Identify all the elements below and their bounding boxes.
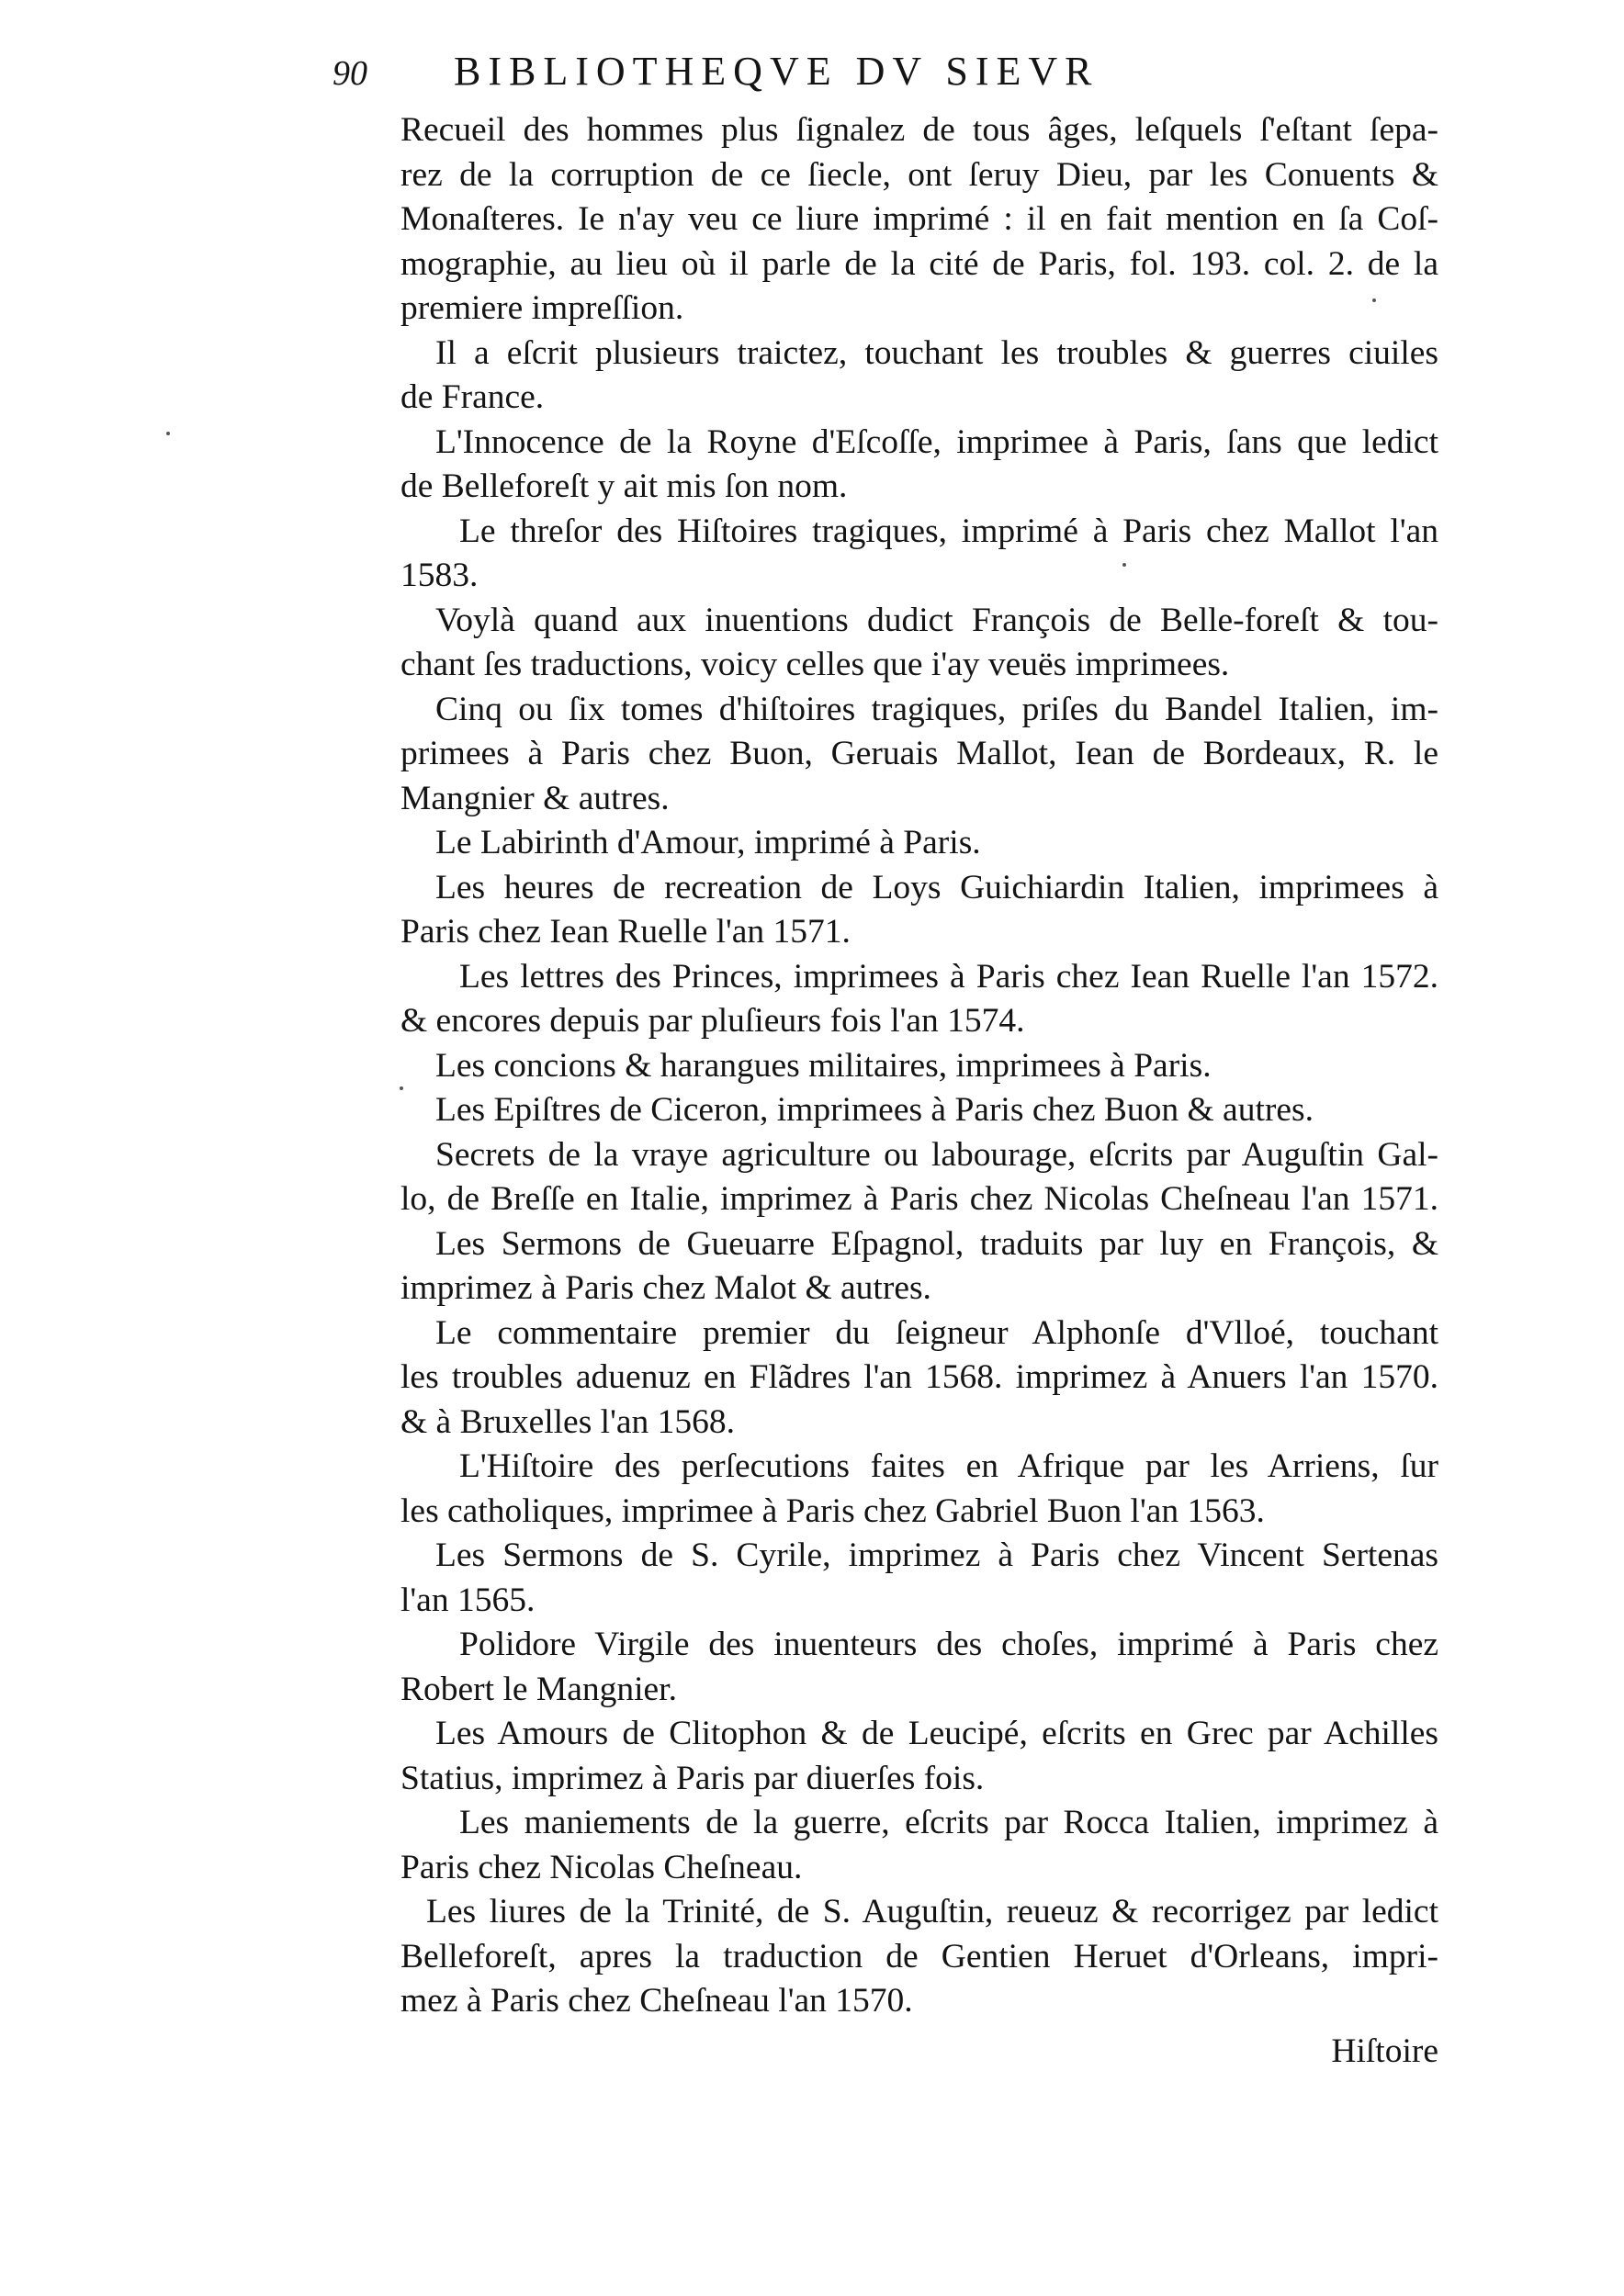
text-line: Les Sermons de S. Cyrile, imprimez à Paris chez Vincent Sertenas bbox=[435, 1536, 1438, 1574]
text-line: Le threſor des Hiſtoires tragiques, imprimé à Paris chez Mallot l'an bbox=[459, 512, 1438, 550]
ink-speck bbox=[1122, 563, 1126, 567]
text-line: Recueil des hommes plus ſignalez de tous âges, leſquels ſ'eſtant ſepa- bbox=[400, 111, 1438, 149]
text-line: Les Sermons de Gueuarre Eſpagnol, traduits par luy en François, & bbox=[435, 1224, 1438, 1263]
running-title: BIBLIOTHEQVE DV SIEVR bbox=[454, 49, 1100, 94]
text-line: les troubles aduenuz en Flãdres l'an 1568. imprimez à Anuers l'an 1570. bbox=[400, 1358, 1438, 1396]
catchword: Hiſtoire bbox=[1331, 2032, 1438, 2070]
ink-speck bbox=[166, 432, 170, 435]
text-line: Secrets de la vraye agriculture ou labourage, eſcrits par Auguſtin Gal- bbox=[435, 1135, 1438, 1174]
text-line: Paris chez Nicolas Cheſneau. bbox=[400, 1848, 803, 1886]
text-line: mez à Paris chez Cheſneau l'an 1570. bbox=[400, 1982, 913, 2020]
text-line: Robert le Mangnier. bbox=[400, 1670, 677, 1708]
text-line: Statius, imprimez à Paris par diuerſes fois. bbox=[400, 1759, 985, 1797]
text-line: Cinq ou ſix tomes d'hiſtoires tragiques, priſes du Bandel Italien, im- bbox=[435, 690, 1438, 728]
text-line: Belleforeſt, apres la traduction de Gentien Heruet d'Orleans, impri- bbox=[400, 1937, 1438, 1975]
text-line: chant ſes traductions, voicy celles que i'ay veuës imprimees. bbox=[400, 646, 1230, 683]
text-line: de France. bbox=[400, 378, 545, 416]
text-line: Polidore Virgile des inuenteurs des choſes, imprimé à Paris chez bbox=[459, 1626, 1438, 1663]
text-line: Paris chez Iean Ruelle l'an 1571. bbox=[400, 913, 851, 951]
text-line: mographie, au lieu où il parle de la cité de Paris, fol. 193. col. 2. de la bbox=[400, 244, 1438, 283]
text-line: Il a eſcrit plusieurs traictez, touchant les troubles & guerres ciuiles bbox=[435, 333, 1438, 372]
text-line: L'Innocence de la Royne d'Eſcoſſe, imprimee à Paris, ſans que ledict bbox=[435, 422, 1438, 461]
text-line: les catholiques, imprimee à Paris chez Gabriel Buon l'an 1563. bbox=[400, 1491, 1265, 1530]
text-line: Voylà quand aux inuentions dudict François de Belle-foreſt & tou- bbox=[435, 601, 1438, 639]
text-line: Les maniements de la guerre, eſcrits par Rocca Italien, imprimez à bbox=[459, 1804, 1438, 1841]
text-line: Les concions & harangues militaires, imprimees à Paris. bbox=[435, 1046, 1212, 1085]
text-line: Les liures de la Trinité, de S. Auguſtin, reueuz & recorrigez par ledict bbox=[426, 1893, 1438, 1930]
page-header bbox=[333, 48, 1435, 103]
text-line: Le commentaire premier du ſeigneur Alphonſe d'Vlloé, touchant bbox=[435, 1313, 1438, 1352]
text-line: lo, de Breſſe en Italie, imprimez à Paris chez Nicolas Cheſneau l'an 1571. bbox=[400, 1180, 1438, 1218]
text-line: l'an 1565. bbox=[400, 1581, 536, 1619]
text-line: de Belleforeſt y ait mis ſon nom. bbox=[400, 467, 848, 505]
text-line: rez de la corruption de ce ſiecle, ont ſeruy Dieu, par les Conuents & bbox=[400, 155, 1438, 194]
text-line: 1583. bbox=[400, 557, 479, 594]
text-line: Mangnier & autres. bbox=[400, 779, 670, 817]
body-text bbox=[400, 108, 1438, 2085]
text-line: Les heures de recreation de Loys Guichiardin Italien, imprimees à bbox=[435, 868, 1438, 906]
text-line: primees à Paris chez Buon, Geruais Mallot, Iean de Bordeaux, R. le bbox=[400, 735, 1438, 772]
text-line: L'Hiſtoire des perſecutions faites en Afrique par les Arriens, ſur bbox=[459, 1447, 1438, 1485]
ink-speck bbox=[400, 1086, 403, 1090]
text-line: & encores depuis par pluſieurs fois l'an 1574. bbox=[400, 1002, 1025, 1040]
text-line: imprimez à Paris chez Malot & autres. bbox=[400, 1269, 931, 1307]
text-line: Le Labirinth d'Amour, imprimé à Paris. bbox=[435, 824, 981, 861]
text-line: Les Epiſtres de Ciceron, imprimees à Paris chez Buon & autres. bbox=[435, 1091, 1314, 1129]
ink-speck bbox=[1372, 298, 1376, 302]
text-line: Monaſteres. Ie n'ay veu ce liure imprimé : il en fait mention en ſa Coſ- bbox=[400, 200, 1438, 238]
page-number: 90 bbox=[333, 54, 367, 93]
text-line: Les lettres des Princes, imprimees à Paris chez Iean Ruelle l'an 1572. bbox=[459, 957, 1438, 996]
text-line: & à Bruxelles l'an 1568. bbox=[400, 1402, 735, 1441]
text-line: Les Amours de Clitophon & de Leucipé, eſcrits en Grec par Achilles bbox=[435, 1715, 1438, 1752]
text-line: premiere impreſſion. bbox=[400, 289, 684, 327]
